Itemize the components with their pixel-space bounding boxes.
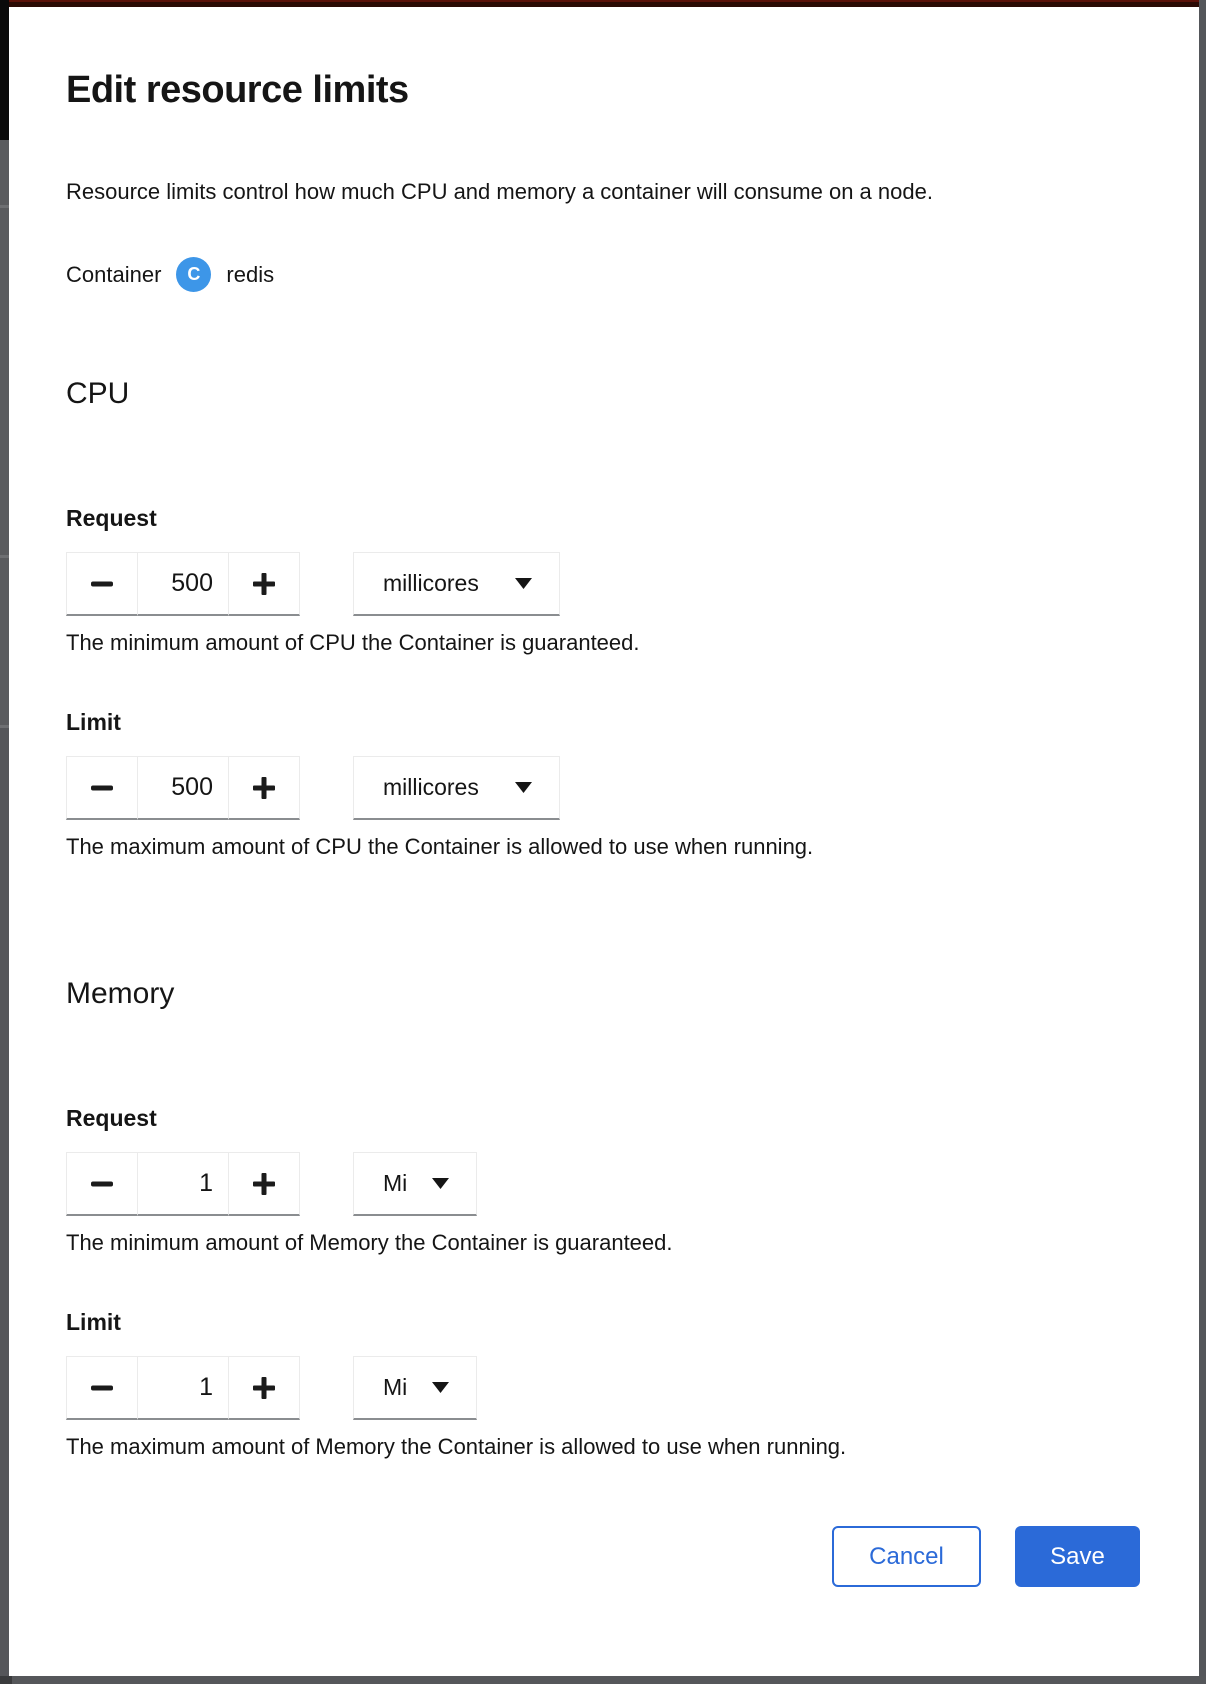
- cpu-limit-stepper: [66, 756, 300, 820]
- cpu-request-unit-value: millicores: [383, 570, 479, 596]
- cpu-request-stepper: [66, 552, 300, 616]
- edit-resource-limits-modal: [9, 7, 1199, 1676]
- memory-request-label: Request: [66, 1105, 157, 1131]
- memory-limit-unit-dropdown[interactable]: [353, 1356, 477, 1420]
- backdrop-left-strip: [0, 0, 9, 1684]
- container-resource-icon: C: [176, 257, 211, 292]
- page-title: Edit resource limits: [66, 69, 409, 111]
- cpu-request-value-input[interactable]: [137, 552, 229, 616]
- backdrop-right-strip: [1199, 0, 1206, 1684]
- memory-request-unit-value: Mi: [383, 1170, 408, 1196]
- minus-icon: [90, 1172, 114, 1196]
- backdrop-bottom-strip: [0, 1676, 1206, 1684]
- minus-icon: [90, 572, 114, 596]
- chevron-down-icon: [515, 782, 532, 793]
- memory-request-field: [66, 1104, 1140, 1258]
- chevron-down-icon: [515, 578, 532, 589]
- memory-limit-help-text: The maximum amount of Memory the Container is allowed to use when running.: [66, 1434, 847, 1459]
- backdrop-top-strip: [0, 0, 1206, 7]
- cpu-request-label: Request: [66, 505, 157, 531]
- container-name: redis: [226, 261, 275, 287]
- plus-icon: [252, 776, 276, 800]
- memory-request-unit-dropdown[interactable]: [353, 1152, 477, 1216]
- memory-request-stepper: [66, 1152, 300, 1216]
- cpu-limit-field: [66, 708, 1140, 862]
- memory-limit-stepper: [66, 1356, 300, 1420]
- cpu-section-heading: CPU: [66, 377, 130, 410]
- memory-limit-decrement-button[interactable]: [66, 1356, 137, 1420]
- modal-description: Resource limits control how much CPU and memory a container will consume on a node.: [66, 179, 933, 204]
- cpu-request-unit-dropdown[interactable]: [353, 552, 560, 616]
- container-row: [66, 257, 1140, 292]
- cancel-button[interactable]: Cancel: [832, 1526, 981, 1587]
- cpu-request-help-text: The minimum amount of CPU the Container is guaranteed.: [66, 630, 640, 655]
- memory-section: [66, 974, 1140, 1462]
- cpu-limit-unit-dropdown[interactable]: [353, 756, 560, 820]
- memory-request-decrement-button[interactable]: [66, 1152, 137, 1216]
- memory-request-help-text: The minimum amount of Memory the Container is guaranteed.: [66, 1230, 673, 1255]
- plus-icon: [252, 572, 276, 596]
- save-button[interactable]: Save: [1015, 1526, 1140, 1587]
- memory-section-heading: Memory: [66, 977, 175, 1010]
- cpu-limit-decrement-button[interactable]: [66, 756, 137, 820]
- minus-icon: [90, 776, 114, 800]
- modal-footer: [66, 1526, 1140, 1587]
- chevron-down-icon: [432, 1178, 449, 1189]
- cpu-limit-label: Limit: [66, 709, 121, 735]
- chevron-down-icon: [432, 1382, 449, 1393]
- container-label: Container: [66, 261, 162, 287]
- memory-limit-increment-button[interactable]: [229, 1356, 300, 1420]
- cpu-section: [66, 374, 1140, 862]
- memory-limit-value-input[interactable]: [137, 1356, 229, 1420]
- cpu-request-field: [66, 504, 1140, 658]
- cpu-limit-value-input[interactable]: [137, 756, 229, 820]
- cpu-request-decrement-button[interactable]: [66, 552, 137, 616]
- minus-icon: [90, 1376, 114, 1400]
- cpu-limit-increment-button[interactable]: [229, 756, 300, 820]
- cpu-limit-unit-value: millicores: [383, 774, 479, 800]
- memory-limit-unit-value: Mi: [383, 1374, 408, 1400]
- plus-icon: [252, 1376, 276, 1400]
- memory-limit-label: Limit: [66, 1309, 121, 1335]
- cpu-request-increment-button[interactable]: [229, 552, 300, 616]
- memory-request-value-input[interactable]: [137, 1152, 229, 1216]
- plus-icon: [252, 1172, 276, 1196]
- memory-limit-field: [66, 1308, 1140, 1462]
- cpu-limit-help-text: The maximum amount of CPU the Container is allowed to use when running.: [66, 834, 814, 859]
- memory-request-increment-button[interactable]: [229, 1152, 300, 1216]
